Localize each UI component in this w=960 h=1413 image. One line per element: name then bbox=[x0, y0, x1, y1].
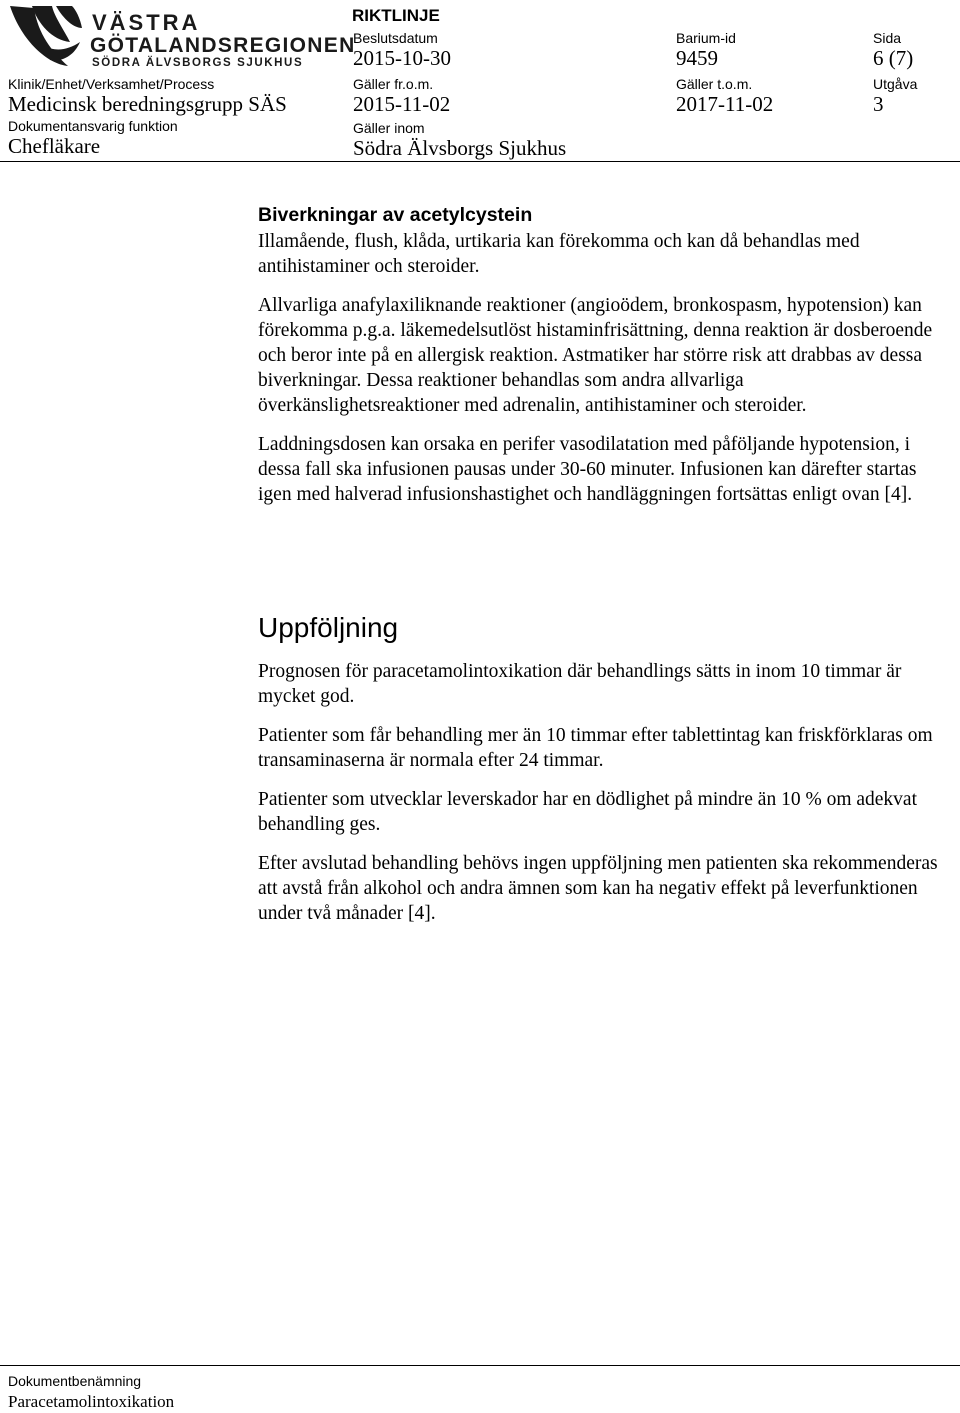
scope-value: Södra Älvsborgs Sjukhus bbox=[353, 136, 567, 160]
valid-to-value: 2017-11-02 bbox=[676, 92, 774, 116]
org-logo bbox=[8, 2, 356, 70]
unit-label: Klinik/Enhet/Verksamhet/Process bbox=[8, 76, 215, 92]
paragraph: Patienter som utvecklar leverskador har en dödlighet på mindre än 10 % om adekvat behandling ges. bbox=[258, 789, 917, 835]
decided-label: Beslutsdatum bbox=[353, 30, 438, 46]
org-name-line2: GÖTALANDSREGIONEN bbox=[90, 34, 356, 57]
page-value: 6 (7) bbox=[873, 46, 914, 70]
header-divider bbox=[0, 161, 960, 162]
org-name-line1: VÄSTRA bbox=[92, 10, 201, 35]
decided-value: 2015-10-30 bbox=[353, 46, 451, 70]
doc-type: RIKTLINJE bbox=[352, 6, 440, 25]
section-follow-up bbox=[258, 611, 938, 940]
paragraph: Prognosen för paracetamolintoxikation där behandlings sätts in inom 10 timmar är mycket god. bbox=[258, 661, 902, 707]
doc-name-value: Paracetamolintoxikation bbox=[8, 1392, 175, 1411]
barium-label: Barium-id bbox=[676, 30, 736, 46]
section-side-effects bbox=[258, 203, 938, 521]
unit-value: Medicinsk beredningsgrupp SÄS bbox=[8, 92, 287, 116]
paragraph: Patienter som får behandling mer än 10 timmar efter tablettintag kan friskförklaras om transaminaserna är normala efter 24 timmar. bbox=[258, 725, 933, 771]
owner-label: Dokumentansvarig funktion bbox=[8, 118, 178, 134]
footer-divider bbox=[0, 1365, 960, 1366]
edition-value: 3 bbox=[873, 92, 884, 116]
edition-label: Utgåva bbox=[873, 76, 918, 92]
scope-label: Gäller inom bbox=[353, 120, 425, 136]
page-label: Sida bbox=[873, 30, 902, 46]
owner-value: Chefläkare bbox=[8, 134, 101, 158]
paragraph: Illamående, flush, klåda, urtikaria kan förekomma och kan då behandlas med antihistaminer och steroider. bbox=[258, 231, 860, 277]
paragraph: Efter avslutad behandling behövs ingen uppföljning men patienten ska rekommenderas att avstå från alkohol och andra ämnen som kan ha negativ effekt på leverfunktionen under två månader [4]. bbox=[258, 853, 938, 924]
section-title-side-effects: Biverkningar av acetylcystein bbox=[258, 204, 533, 226]
doc-name-label: Dokumentbenämning bbox=[8, 1373, 142, 1389]
valid-from-value: 2015-11-02 bbox=[353, 92, 451, 116]
paragraph: Allvarliga anafylaxiliknande reaktioner (angioödem, bronkospasm, hypotension) kan förekomma p.g.a. läkemedelsutlöst histaminfrisättning, denna reaktion är dosberoende och beror inte på en allergisk reaktion. Astmatiker har större risk att drabbas av dessa biverkningar. Dessa reaktioner behandlas som andra allvarliga överkänslighetsreaktioner med adrenalin, antihistaminer och steroider. bbox=[258, 295, 933, 416]
paragraph: Laddningsdosen kan orsaka en perifer vasodilatation med påföljande hypotension, i dessa fall ska infusionen pausas under 30-60 minuter. Infusionen kan därefter startas igen med halverad infusionshastighet och handläggningen fortsättas enligt ovan [4]. bbox=[258, 434, 917, 505]
org-emblem-icon bbox=[8, 2, 356, 70]
section-title-follow-up: Uppföljning bbox=[258, 612, 399, 643]
valid-to-label: Gäller t.o.m. bbox=[676, 76, 753, 92]
barium-value: 9459 bbox=[676, 46, 718, 70]
valid-from-label: Gäller fr.o.m. bbox=[353, 76, 434, 92]
org-name-line3: SÖDRA ÄLVSBORGS SJUKHUS bbox=[92, 57, 304, 69]
